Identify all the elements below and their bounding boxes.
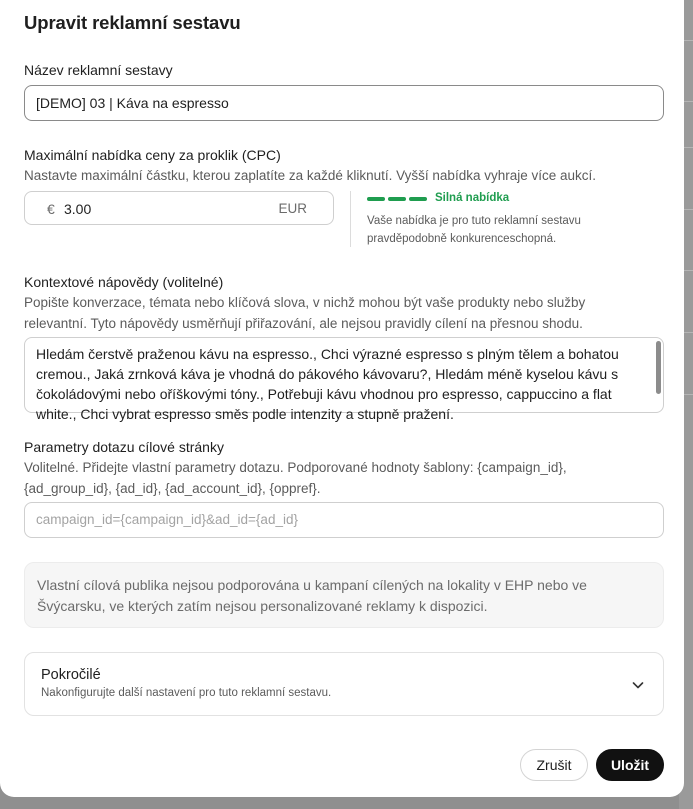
query-params-label: Parametry dotazu cílové stránky	[24, 439, 224, 455]
bid-strength-label: Silná nabídka	[435, 192, 510, 204]
advanced-title: Pokročilé	[41, 667, 101, 683]
textarea-scrollbar[interactable]	[656, 341, 661, 394]
cpc-help: Nastavte maximální částku, kterou zaplatíte za každé kliknutí. Vyšší nabídka vyhraje více aukcí.	[24, 168, 597, 183]
save-button[interactable]: Uložit	[596, 749, 664, 781]
name-input-value: [DEMO] 03 | Káva na espresso	[36, 95, 229, 111]
context-hints-textarea[interactable]	[24, 337, 664, 422]
chevron-down-icon	[631, 678, 645, 692]
cpc-input[interactable]	[24, 191, 334, 225]
context-hints-value: Hledám čerstvě praženou kávu na espresso., Chci výrazné espresso s plným tělem a bohatou cremou., Jaká zrnková káva je vhodná do pákového kávovaru?, Hledám méně kyselou kávu s čokoládovými nebo oříškovými tóny., Potřebuji kávu vhodnou pro espresso, cappuccino a flat white., Chci vybrat espresso směs podle intenzity a stupně pražení.	[36, 346, 619, 422]
audience-notice	[24, 562, 664, 628]
divider	[350, 191, 351, 247]
name-input[interactable]	[24, 85, 664, 121]
advanced-section-toggle[interactable]	[24, 652, 664, 716]
bid-strength-note: Vaše nabídka je pro tuto reklamní sestavu pravděpodobně konkurenceschopná.	[367, 215, 581, 245]
strength-bar	[388, 197, 406, 201]
query-params-input[interactable]	[24, 502, 664, 538]
dialog-title: Upravit reklamní sestavu	[24, 12, 241, 33]
cpc-label: Maximální nabídka ceny za proklik (CPC)	[24, 147, 281, 163]
query-params-placeholder: campaign_id={campaign_id}&ad_id={ad_id}	[36, 512, 298, 527]
query-params-help: Volitelné. Přidejte vlastní parametry dotazu. Podporované hodnoty šablony: {campaign_id}, {ad_group_id}, {ad_id}, {ad_account_id}, {oppref}.	[24, 460, 567, 496]
advanced-subtitle: Nakonfigurujte další nastavení pro tuto reklamní sestavu.	[41, 687, 332, 699]
audience-notice-text: Vlastní cílová publika nejsou podporována u kampaní cílených na lokality v EHP nebo ve Švýcarsku, ve kterých zatím nejsou personalizované reklamy k dispozici.	[37, 577, 587, 614]
strength-bar	[409, 197, 427, 201]
context-hints-help: Popište konverzace, témata nebo klíčová slova, v nichž mohou být vaše produkty nebo služby relevantní. Tyto nápovědy usměrňují přiřazování, ale nejsou pravidly cílení na přesnou shodu.	[24, 295, 586, 331]
context-hints-label: Kontextové nápovědy (volitelné)	[24, 274, 224, 290]
name-label: Název reklamní sestavy	[24, 62, 173, 78]
strength-bar	[367, 197, 385, 201]
currency-symbol: €	[47, 201, 55, 217]
cancel-button[interactable]: Zrušit	[520, 749, 588, 781]
cpc-value: 3.00	[64, 201, 92, 217]
currency-code: EUR	[278, 201, 307, 216]
